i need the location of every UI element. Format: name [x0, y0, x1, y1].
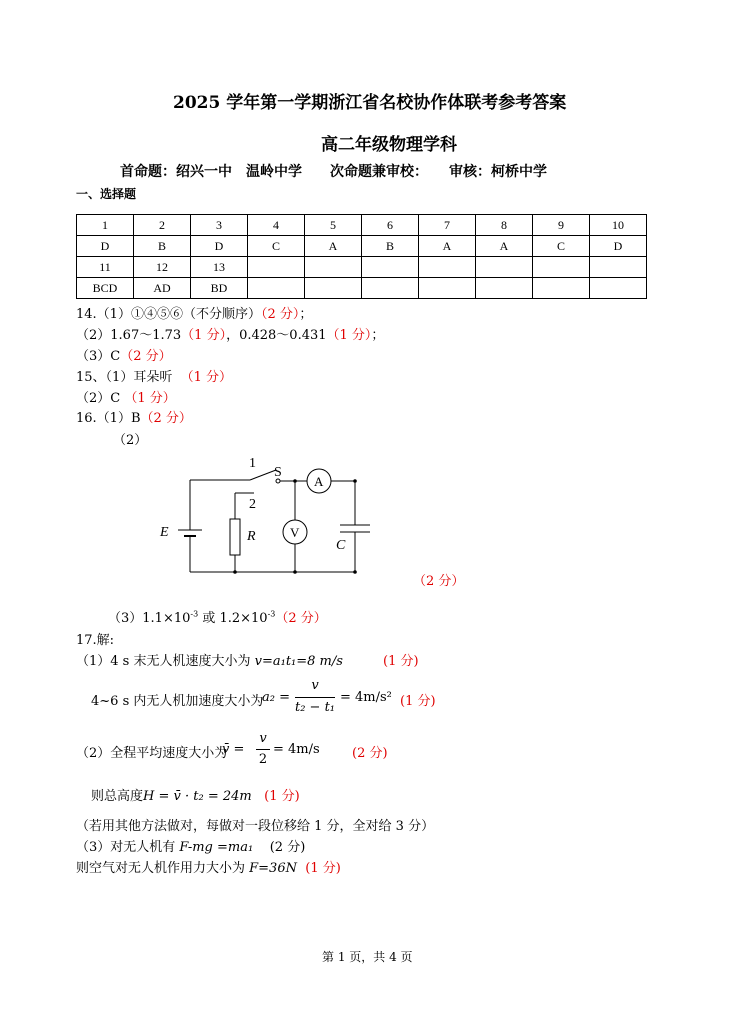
- formula: v=a₁t₁=8 m/s: [254, 654, 343, 669]
- q17-line3-text: （2）全程平均速度大小为: [76, 746, 228, 761]
- score-label: (1 分): [264, 789, 300, 804]
- q14-line2: [76, 324, 384, 343]
- label-e: E: [160, 525, 169, 540]
- table-cell: [590, 257, 647, 278]
- formula: = 4m/s: [273, 742, 320, 757]
- table-cell: AD: [134, 278, 191, 299]
- table-cell: 12: [134, 257, 191, 278]
- q17-line5: （若用其他方法做对，每做对一段位移给 1 分，全对给 3 分）: [76, 819, 435, 834]
- table-cell: [476, 278, 533, 299]
- table-cell: BCD: [77, 278, 134, 299]
- table-cell: 1: [77, 215, 134, 236]
- answer-text: （3）1.1×10: [108, 611, 191, 626]
- score-label: （1 分）: [181, 328, 227, 343]
- table-cell: 6: [362, 215, 419, 236]
- table-cell: A: [419, 236, 476, 257]
- fraction-bar: [295, 697, 335, 698]
- formula: = 4m/s²: [340, 690, 392, 705]
- q17-heading: 17.解:: [76, 633, 115, 648]
- table-cell: B: [362, 236, 419, 257]
- score-label: （2 分）: [260, 307, 300, 322]
- table-cell: 10: [590, 215, 647, 236]
- answer-text: 则空气对无人机作用力大小为: [76, 861, 250, 876]
- answer-text: ；: [299, 307, 313, 322]
- table-cell: [533, 278, 590, 299]
- table-cell: A: [476, 236, 533, 257]
- answer-text: ；: [371, 328, 385, 343]
- table-cell: [248, 257, 305, 278]
- circuit-diagram: [150, 450, 390, 585]
- q16-line3: [108, 607, 327, 626]
- score-label: (1 分): [305, 861, 341, 876]
- table-cell: 2: [134, 215, 191, 236]
- table-cell: C: [248, 236, 305, 257]
- label-2: 2: [249, 497, 256, 512]
- table-cell: 3: [191, 215, 248, 236]
- q14-line3: [76, 345, 172, 364]
- answer-text: 15、（1）耳朵听: [76, 370, 173, 385]
- table-cell: [419, 278, 476, 299]
- label-1: 1: [249, 456, 256, 471]
- table-cell: 11: [77, 257, 134, 278]
- label-r: R: [247, 529, 256, 544]
- score-label: (1 分): [400, 694, 436, 709]
- page-title: 2025 学年第一学期浙江省名校协作体联考参考答案: [173, 93, 567, 113]
- answer-text: 或 1.2×10: [198, 611, 268, 626]
- table-row: [77, 215, 647, 236]
- answer-text: 16.（1）B: [76, 411, 141, 426]
- label-s: S: [274, 465, 282, 480]
- score-label: （2 分）: [275, 611, 327, 626]
- formula: v̄ =: [222, 742, 245, 757]
- fraction-numerator: v: [259, 731, 267, 746]
- q16-line1: [76, 407, 192, 426]
- answer-text: （3）对无人机有: [76, 840, 180, 855]
- label-c: C: [336, 538, 346, 553]
- score-label: （2 分）: [120, 349, 172, 364]
- score-label: （2 分）: [140, 411, 192, 426]
- q17-line7: [76, 857, 341, 876]
- score-label: （2 分）: [413, 574, 465, 589]
- table-cell: C: [533, 236, 590, 257]
- resistor: [230, 519, 240, 555]
- formula: a₂ =: [262, 690, 290, 705]
- fraction-numerator: v: [311, 678, 319, 693]
- table-cell: 13: [191, 257, 248, 278]
- table-cell: [476, 257, 533, 278]
- formula: F-mg =ma₁: [179, 840, 254, 855]
- exponent: -3: [267, 609, 276, 619]
- fraction-denominator: t₂ − t₁: [294, 700, 336, 715]
- table-cell: BD: [191, 278, 248, 299]
- table-cell: B: [134, 236, 191, 257]
- formula: H = v̄ · t₂ = 24m: [143, 789, 252, 804]
- table-row: [77, 278, 647, 299]
- table-cell: 5: [305, 215, 362, 236]
- table-cell: [248, 278, 305, 299]
- answer-text: （1）4 s 末无人机速度大小为: [76, 654, 255, 669]
- answer-text: 14.（1）①④⑤⑥（不分顺序）: [76, 307, 261, 322]
- authors-line: 首命题：绍兴一中 温岭中学 次命题兼审校： 审核：柯桥中学: [120, 164, 547, 180]
- table-cell: [590, 278, 647, 299]
- page-footer: 第 1 页，共 4 页: [322, 950, 413, 964]
- table-cell: [305, 257, 362, 278]
- fraction-bar: [256, 749, 270, 750]
- answer-text: （2）1.67～1.73: [76, 328, 182, 343]
- fraction-denominator: 2: [258, 752, 268, 767]
- q17-line1: [76, 650, 343, 669]
- table-cell: 7: [419, 215, 476, 236]
- junction-dot: [293, 570, 297, 574]
- q17-line6: [76, 836, 305, 855]
- formula: F=36N: [249, 861, 297, 876]
- table-cell: [362, 278, 419, 299]
- section-heading: 一、选择题: [76, 187, 137, 201]
- table-cell: 4: [248, 215, 305, 236]
- answer-text: 则总高度: [91, 789, 144, 804]
- score-label: (1 分): [383, 654, 419, 669]
- q17-line2-text: 4~6 s 内无人机加速度大小为: [91, 694, 264, 709]
- table-cell: [533, 257, 590, 278]
- table-cell: [305, 278, 362, 299]
- answer-text: （2）C: [76, 391, 121, 406]
- exponent: -3: [190, 609, 199, 619]
- table-cell: D: [77, 236, 134, 257]
- label-a: A: [314, 474, 324, 489]
- table-cell: 9: [533, 215, 590, 236]
- q14-line1: [76, 303, 312, 322]
- answer-text: （3）C: [76, 349, 121, 364]
- answer-table: [76, 214, 647, 299]
- table-cell: A: [305, 236, 362, 257]
- answer-text: ，0.428～0.431: [226, 328, 327, 343]
- score-label: (2 分): [352, 746, 388, 761]
- junction-dot: [293, 479, 297, 483]
- table-row: [77, 236, 647, 257]
- table-cell: [362, 257, 419, 278]
- table-cell: D: [590, 236, 647, 257]
- table-cell: 8: [476, 215, 533, 236]
- score-label: （1 分）: [124, 391, 176, 406]
- junction-dot: [353, 570, 357, 574]
- junction-dot: [353, 479, 357, 483]
- table-cell: D: [191, 236, 248, 257]
- q15-line2: [76, 387, 176, 406]
- table-row: [77, 257, 647, 278]
- label-v: V: [290, 525, 300, 540]
- score-label: （1 分）: [326, 328, 372, 343]
- table-cell: [419, 257, 476, 278]
- score-label: （1 分）: [180, 370, 232, 385]
- q15-line1: [76, 366, 232, 385]
- junction-dot: [233, 570, 237, 574]
- q16-line2: （2）: [113, 433, 148, 448]
- switch-blade: [250, 470, 276, 480]
- q17-line4: [91, 785, 300, 804]
- score-label: (2 分): [269, 840, 306, 855]
- page-subtitle: 高二年级物理学科: [321, 135, 457, 155]
